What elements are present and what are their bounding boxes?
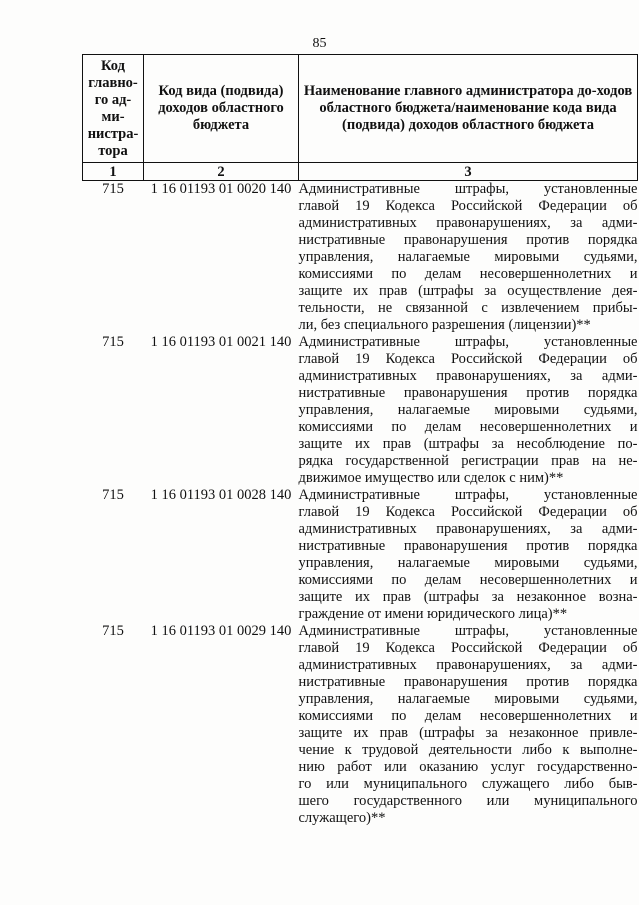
income-name-line: главой 19 Кодекса Российской Федерации об [298, 504, 638, 520]
income-name-cell [299, 487, 638, 623]
income-name-line: защите их прав (штрафы за незаконное привле- [298, 725, 638, 741]
income-name-line: административных правонарушениях, за адми- [298, 657, 638, 673]
table-body [83, 181, 638, 828]
income-name-line: управления, налагаемые мировыми судьями, [298, 691, 638, 707]
income-name-line: служащего)** [298, 810, 386, 826]
income-name-line: управления, налагаемые мировыми судьями, [298, 249, 638, 265]
income-name-line: чение к трудовой деятельности либо к выполне- [298, 742, 638, 758]
income-name-line: Административные штрафы, установленные [298, 623, 638, 639]
income-name-line: комиссиями по делам несовершеннолетних и [298, 266, 638, 282]
table-row [83, 623, 638, 827]
income-name-line: нию работ или оказанию услуг государственно- [298, 759, 638, 775]
income-name-cell [299, 181, 638, 335]
income-name-line: защите их прав (штрафы за осуществление дея- [298, 283, 638, 299]
income-name-line: нистративные правонарушения против порядка [298, 232, 638, 248]
page-number: 85 [312, 36, 327, 51]
income-name-line: го или муниципального служащего либо быв- [298, 776, 638, 792]
table-row [83, 334, 638, 487]
column-number-row [83, 163, 638, 181]
header-name: Наименование главного администратора до-ходов областного бюджета/наименование кода вида (подвида) доходов областного бюджета [299, 55, 638, 163]
income-name-line: движимое имущество или сделок с ним)** [298, 470, 564, 486]
column-number: 2 [144, 163, 299, 181]
income-name-line: Административные штрафы, установленные [298, 487, 638, 503]
header-admin-code: Код главно-го ад-ми-нистра-тора [83, 55, 144, 163]
income-name-line: административных правонарушениях, за адми- [298, 521, 638, 537]
admin-code-cell: 715 [102, 181, 124, 197]
admin-code-cell: 715 [102, 334, 124, 350]
income-name-line: управления, налагаемые мировыми судьями, [298, 402, 638, 418]
income-name-line: нистративные правонарушения против порядка [298, 385, 638, 401]
column-number: 1 [83, 163, 144, 181]
income-name-line: главой 19 Кодекса Российской Федерации об [298, 351, 638, 367]
income-name-line: защите их прав (штрафы за несоблюдение по- [298, 436, 638, 452]
income-name-line: Административные штрафы, установленные [298, 181, 638, 197]
admin-code-cell: 715 [102, 623, 124, 639]
income-name-line: административных правонарушениях, за адми- [298, 368, 638, 384]
admin-code-cell: 715 [102, 487, 124, 503]
income-name-line: нистративные правонарушения против порядка [298, 538, 638, 554]
income-name-line: главой 19 Кодекса Российской Федерации об [298, 640, 638, 656]
income-name-cell [299, 623, 638, 827]
income-code-cell: 1 16 01193 01 0029 140 [150, 623, 292, 639]
header-income-code: Код вида (подвида) доходов областного бюджета [144, 55, 299, 163]
income-name-line: шего государственного или муниципального [298, 793, 638, 809]
income-name-line: комиссиями по делам несовершеннолетних и [298, 419, 638, 435]
income-name-line: рядка государственной регистрации прав на не- [298, 453, 638, 469]
income-name-line: ли, без специального разрешения (лицензии)** [298, 317, 591, 333]
income-name-line: управления, налагаемые мировыми судьями, [298, 555, 638, 571]
budget-income-table [82, 54, 638, 827]
income-name-line: административных правонарушениях, за адми- [298, 215, 638, 231]
income-name-cell [299, 334, 638, 487]
table-header-row [83, 55, 638, 163]
income-name-line: тельности, не связанной с извлечением прибы- [298, 300, 638, 316]
income-name-line: граждение от имени юридического лица)** [298, 606, 568, 622]
income-code-cell: 1 16 01193 01 0028 140 [150, 487, 292, 503]
income-code-cell: 1 16 01193 01 0020 140 [150, 181, 292, 197]
income-code-cell: 1 16 01193 01 0021 140 [150, 334, 292, 350]
income-name-line: главой 19 Кодекса Российской Федерации об [298, 198, 638, 214]
income-name-line: защите их прав (штрафы за незаконное возна- [298, 589, 638, 605]
income-name-line: комиссиями по делам несовершеннолетних и [298, 572, 638, 588]
table-row [83, 181, 638, 335]
table-row [83, 487, 638, 623]
income-name-line: Административные штрафы, установленные [298, 334, 638, 350]
income-name-line: комиссиями по делам несовершеннолетних и [298, 708, 638, 724]
column-number: 3 [299, 163, 638, 181]
income-name-line: нистративные правонарушения против порядка [298, 674, 638, 690]
